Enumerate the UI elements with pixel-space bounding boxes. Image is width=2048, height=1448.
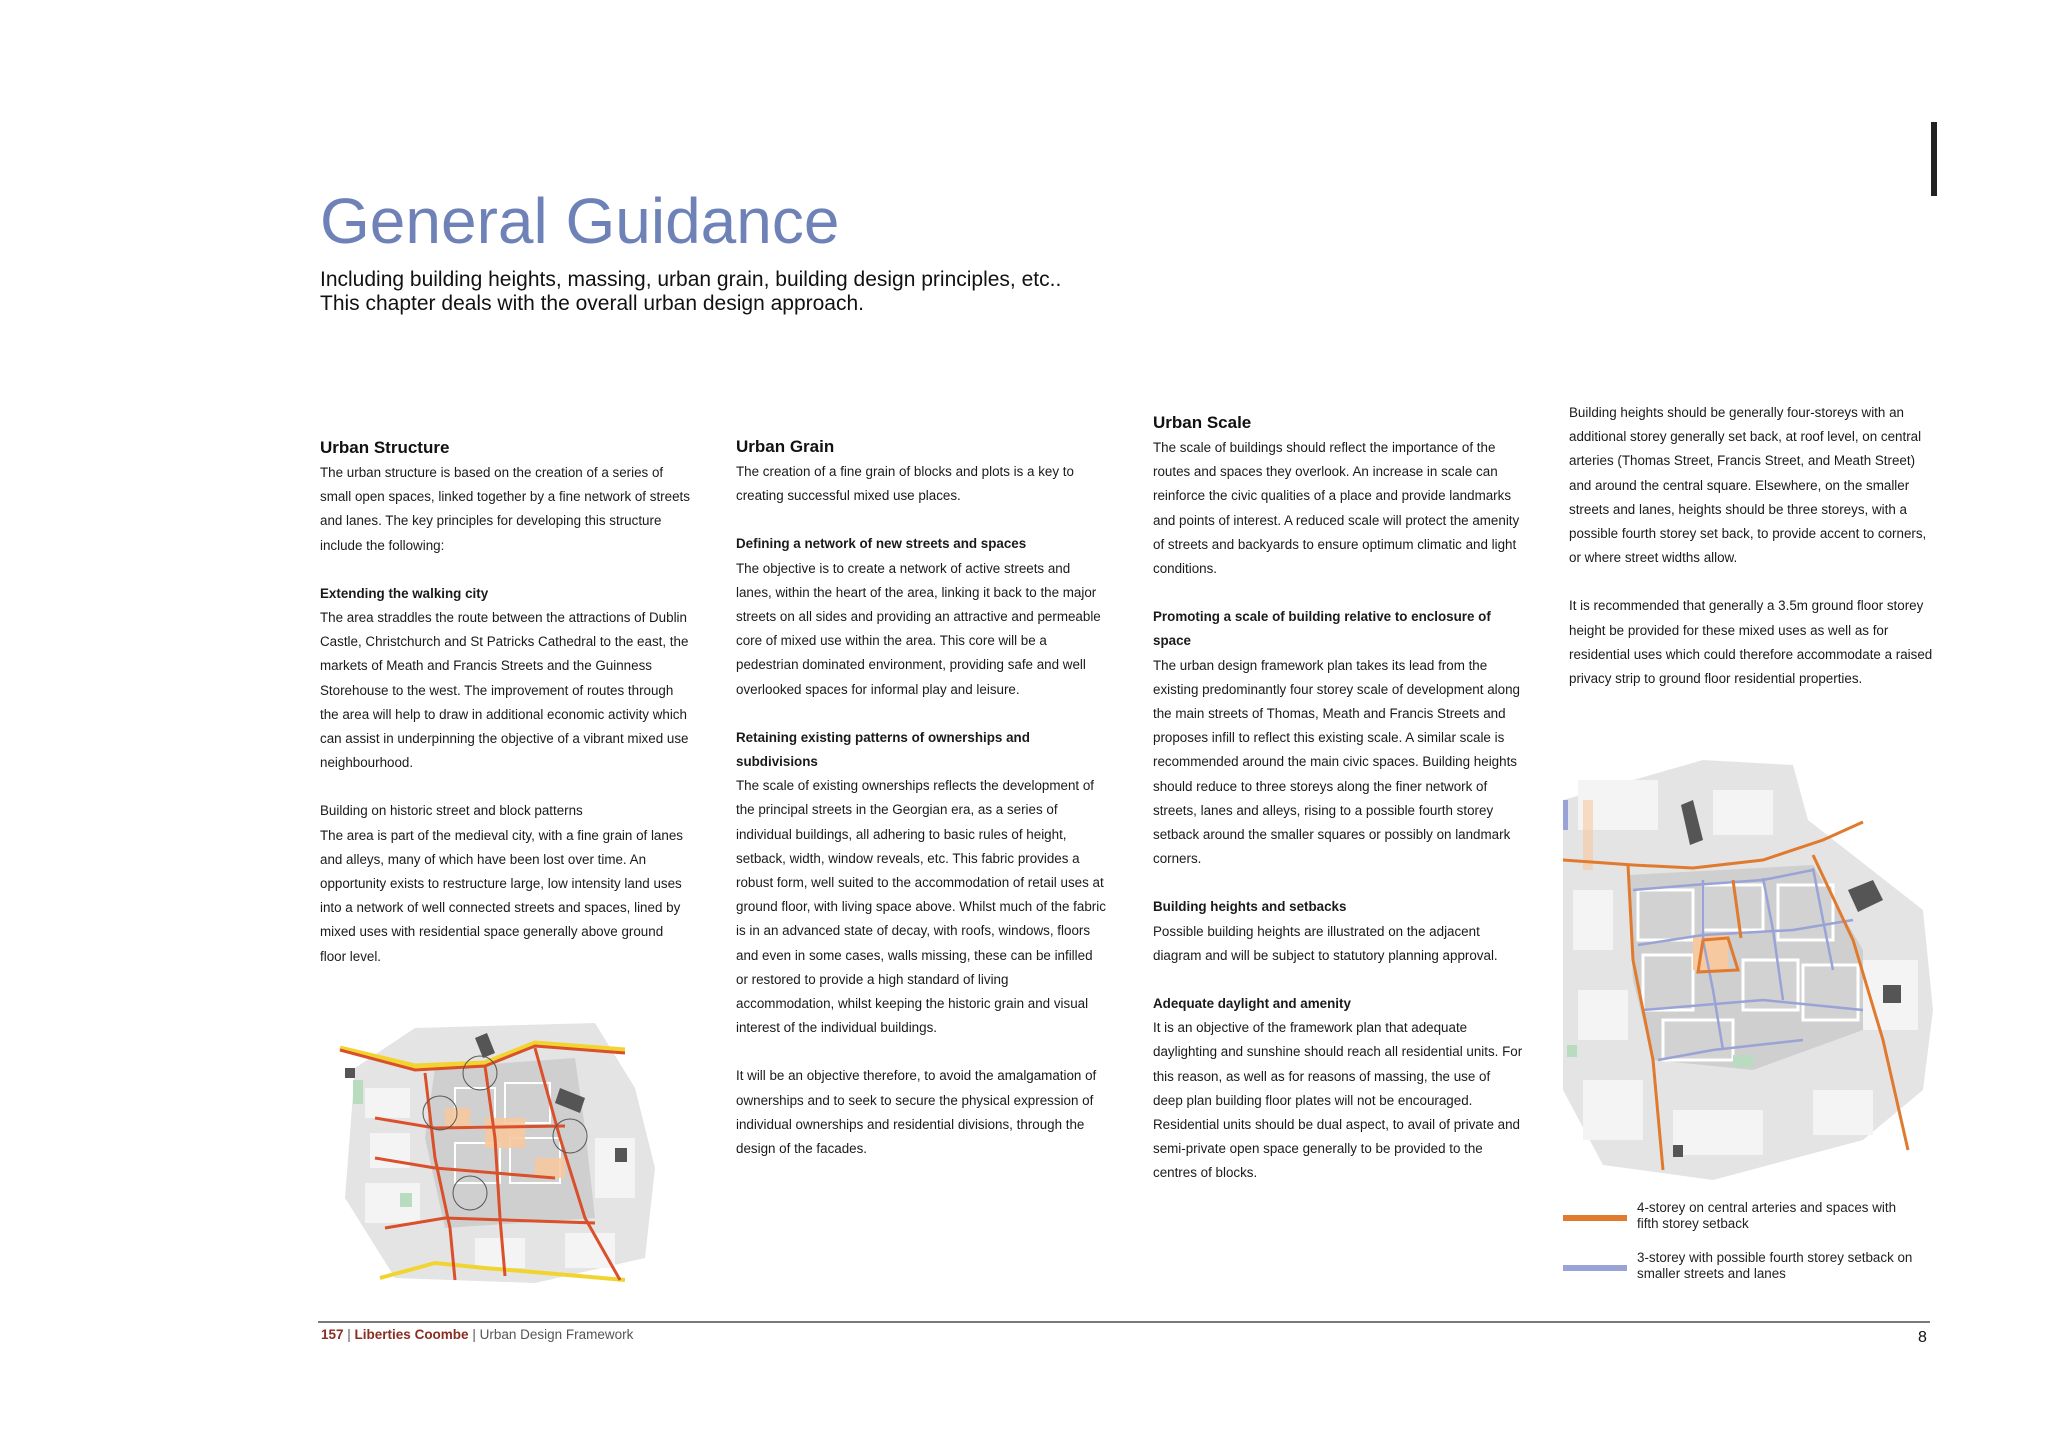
footer-separator: | [468,1327,480,1342]
footer-publication: Liberties Coombe [354,1327,469,1342]
urban-scale-heading: Urban Scale [1153,413,1252,432]
legend-swatch-orange [1563,1215,1627,1221]
footer-rule [318,1321,1930,1323]
streets-network-text: The objective is to create a network of active streets and lanes, within the heart of the area, linking it back to the major streets on all sides and providing an attractive and permeable core of mixed use within the area. This core will be a pedestrian dominated environment, providing safe and well overlooked spaces for informal play and leisure. [736,560,1101,697]
urban-structure-column [320,437,690,969]
ownership-patterns-subheading: Retaining existing patterns of ownerships and subdivisions [736,729,1030,770]
ownership-objective-text: It will be an objective therefore, to avoid the amalgamation of ownerships and to seek to secure the physical expression of individual ownerships and residential divisions, through the design of the facades. [736,1068,1097,1157]
corner-marker [1931,122,1937,196]
urban-grain-intro: The creation of a fine grain of blocks and plots is a key to creating successful mixed use places. [736,464,1074,504]
footer [321,1327,633,1342]
legend-label-3-storey: 3-storey with possible fourth storey setback on smaller streets and lanes [1637,1250,1913,1281]
ground-floor-height-text: It is recommended that generally a 3.5m ground floor storey height be provided for these mixed uses as well as for residential uses which could therefore accommodate a raised privacy strip to ground floor residential properties. [1569,598,1933,687]
daylight-subheading: Adequate daylight and amenity [1153,996,1351,1012]
legend-swatch-blue [1563,1265,1627,1271]
intro-line-2: This chapter deals with the overall urban design approach. [320,292,864,315]
page-title: General Guidance [320,185,840,257]
urban-grain-heading: Urban Grain [736,437,835,456]
intro-line-1: Including building heights, massing, urban grain, building design principles, etc.. [320,268,1062,291]
historic-patterns-subheading: Building on historic street and block patterns [320,803,583,819]
legend-label-4-storey: 4-storey on central arteries and spaces with fifth storey setback [1637,1200,1897,1231]
page-number: 8 [1918,1329,1927,1346]
heights-setbacks-text: Possible building heights are illustrated on the adjacent diagram and will be subject to statutory planning approval. [1153,923,1498,963]
urban-structure-intro: The urban structure is based on the creation of a series of small open spaces, linked together by a fine network of streets and lanes. The key principles for developing this structure include the following: [320,465,690,553]
footer-section: Urban Design Framework [479,1327,634,1342]
building-heights-column [1569,401,1941,691]
footer-separator: | [343,1327,355,1342]
walking-city-text: The area straddles the route between the attractions of Dublin Castle, Christchurch and St Patricks Cathedral to the east, the markets of Meath and Francis Streets and the Guinness Storehouse to the west. The improvement of routes through the area will help to draw in additional economic activity which can assist in underpinning the objective of a vibrant mixed use neighbourhood. [320,610,689,771]
enclosure-subheading: Promoting a scale of building relative to enclosure of space [1153,609,1491,649]
urban-structure-map [335,1018,665,1293]
walking-city-subheading: Extending the walking city [320,585,489,601]
urban-structure-heading: Urban Structure [320,438,450,457]
heights-setbacks-subheading: Building heights and setbacks [1153,899,1347,915]
building-heights-text: Building heights should be generally four-storeys with an additional storey generally set back, at roof level, on central arteries (Thomas Street, Francis Street, and Meath Street) and around the central square. Elsewhere, on the smaller streets and lanes, heights should be three storeys, with a possible fourth storey set back, to provide accent to corners, or where street widths allow. [1569,405,1927,566]
streets-network-subheading: Defining a network of new streets and spaces [736,536,1027,552]
historic-patterns-text: The area is part of the medieval city, with a fine grain of lanes and alleys, many of which have been lost over time. An opportunity exists to restructure large, low intensity land uses into a network of well connected streets and spaces, lined by mixed uses with residential space generally above ground floor level. [320,827,683,964]
daylight-text: It is an objective of the framework plan that adequate daylighting and sunshine should reach all residential units. For this reason, as well as for reasons of massing, the use of deep plan building floor plates will not be encouraged. Residential units should be dual aspect, to avail of private and semi-private open space generally to be provided to the centres of blocks. [1153,1020,1523,1181]
urban-grain-column [736,436,1106,1161]
footer-page-ref: 157 [321,1327,344,1342]
building-heights-map [1563,760,1943,1180]
urban-scale-intro: The scale of buildings should reflect the importance of the routes and spaces they overlook. An increase in scale can reinforce the civic qualities of a place and provide landmarks and points of interest. A reduced scale will protect the amenity of streets and backyards to ensure optimum climatic and light conditions. [1153,440,1520,577]
enclosure-text: The urban design framework plan takes its lead from the existing predominantly four storey scale of development along the main streets of Thomas, Meath and Francis Streets and proposes infill to reflect this existing scale. A similar scale is recommended around the main civic spaces. Building heights should reduce to three storeys along the finer network of streets, lanes and alleys, rising to a possible fourth storey setback around the smaller squares or possibly on landmark corners. [1153,657,1520,867]
urban-scale-column [1153,412,1523,1186]
ownership-patterns-text: The scale of existing ownerships reflects the development of the principal streets in the Georgian era, as a series of individual buildings, all adhering to basic rules of height, setback, width, window reveals, etc. This fabric provides a robust form, well suited to the accommodation of retail uses at ground floor, with living space above. Whilst much of the fabric is in an advanced state of decay, with roofs, windows, floors and even in some cases, walls missing, these can be infilled or restored to provide a high standard of living accommodation, whilst keeping the historic grain and visual interest of the individual buildings. [736,778,1106,1036]
